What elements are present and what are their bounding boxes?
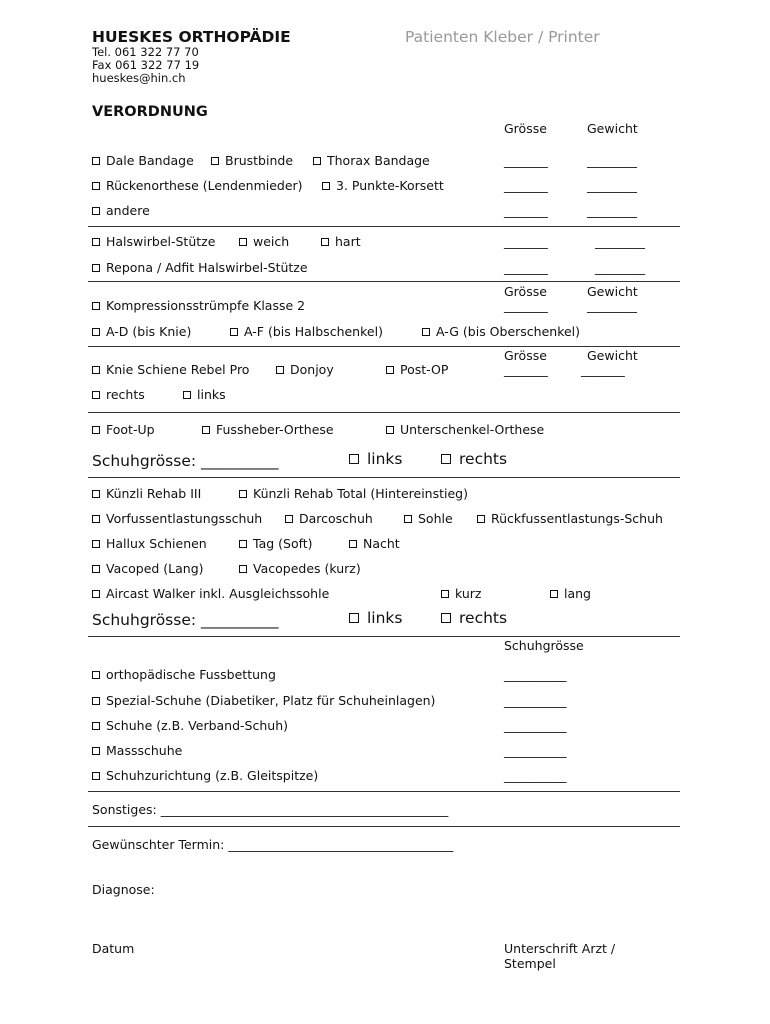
checkbox-icon[interactable] bbox=[92, 426, 100, 434]
checkbox-icon[interactable] bbox=[550, 590, 558, 598]
option-knie-schiene[interactable] bbox=[92, 363, 249, 377]
divider bbox=[88, 281, 680, 282]
field-groesse[interactable]: _______ bbox=[504, 203, 548, 218]
checkbox-icon[interactable] bbox=[92, 697, 100, 705]
patient-sticker-area: Patienten Kleber / Printer bbox=[405, 28, 600, 46]
option-label: links bbox=[197, 387, 226, 402]
checkbox-icon[interactable] bbox=[349, 613, 359, 623]
option-a-d[interactable] bbox=[92, 325, 191, 339]
option-rueckfussentlastungs-schuh[interactable] bbox=[477, 512, 663, 526]
col-header-gewicht: Gewicht bbox=[587, 121, 638, 136]
checkbox-icon[interactable] bbox=[230, 328, 238, 336]
option-label: Schuhzurichtung (z.B. Gleitspitze) bbox=[106, 768, 319, 783]
option-label: A-D (bis Knie) bbox=[106, 324, 192, 339]
field-gewicht[interactable]: ________ bbox=[587, 153, 637, 168]
option-orthopaedische-fussbettung[interactable] bbox=[92, 668, 276, 682]
option-label: rechts bbox=[459, 609, 508, 627]
option-rueckenorthese[interactable] bbox=[92, 179, 303, 193]
option-repona-adfit[interactable] bbox=[92, 261, 308, 275]
option-links[interactable] bbox=[349, 611, 403, 625]
option-label: Aircast Walker inkl. Ausgleichssohle bbox=[106, 586, 330, 601]
checkbox-icon[interactable] bbox=[321, 238, 329, 246]
checkbox-icon[interactable] bbox=[313, 157, 321, 165]
divider bbox=[88, 412, 680, 413]
checkbox-icon[interactable] bbox=[477, 515, 485, 523]
checkbox-icon[interactable] bbox=[349, 540, 357, 548]
checkbox-icon[interactable] bbox=[92, 671, 100, 679]
option-vorfussentlastungsschuh[interactable] bbox=[92, 512, 262, 526]
checkbox-icon[interactable] bbox=[92, 515, 100, 523]
checkbox-icon[interactable] bbox=[441, 590, 449, 598]
field-groesse[interactable]: _______ bbox=[504, 298, 548, 313]
checkbox-icon[interactable] bbox=[92, 391, 100, 399]
company-fax: Fax 061 322 77 19 bbox=[92, 58, 200, 72]
option-label: Massschuhe bbox=[106, 743, 183, 758]
option-label: Künzli Rehab III bbox=[106, 486, 202, 501]
checkbox-icon[interactable] bbox=[441, 454, 451, 464]
option-darcoschuh[interactable] bbox=[285, 512, 373, 526]
option-kuenzli-rehab-iii[interactable] bbox=[92, 487, 201, 501]
divider bbox=[88, 477, 680, 478]
option-halswirbel-stuetze[interactable] bbox=[92, 235, 215, 249]
checkbox-icon[interactable] bbox=[92, 207, 100, 215]
option-schuhe-verband[interactable] bbox=[92, 719, 288, 733]
checkbox-icon[interactable] bbox=[386, 366, 394, 374]
option-label: Tag (Soft) bbox=[253, 536, 313, 551]
checkbox-icon[interactable] bbox=[92, 540, 100, 548]
option-rechts[interactable] bbox=[92, 388, 145, 402]
shoe-size-field[interactable]: Schuhgrösse: __________ bbox=[92, 452, 279, 470]
option-label: rechts bbox=[106, 387, 145, 402]
option-hart[interactable] bbox=[321, 235, 361, 249]
option-label: Rückenorthese (Lendenmieder) bbox=[106, 178, 303, 193]
option-label: Darcoschuh bbox=[299, 511, 373, 526]
divider bbox=[88, 346, 680, 347]
option-label: Knie Schiene Rebel Pro bbox=[106, 362, 250, 377]
field-schuhgroesse[interactable]: __________ bbox=[504, 718, 567, 733]
option-links[interactable] bbox=[183, 388, 226, 402]
col-header-groesse: Grösse bbox=[504, 284, 547, 299]
field-groesse[interactable]: _______ bbox=[504, 260, 548, 275]
checkbox-icon[interactable] bbox=[183, 391, 191, 399]
checkbox-icon[interactable] bbox=[404, 515, 412, 523]
field-gewicht[interactable]: ________ bbox=[587, 298, 637, 313]
option-label: kurz bbox=[455, 586, 482, 601]
option-label: hart bbox=[335, 234, 361, 249]
checkbox-icon[interactable] bbox=[92, 366, 100, 374]
option-spezial-schuhe[interactable] bbox=[92, 694, 435, 708]
option-label: Rückfussentlastungs-Schuh bbox=[491, 511, 663, 526]
checkbox-icon[interactable] bbox=[92, 302, 100, 310]
option-massschuhe[interactable] bbox=[92, 744, 182, 758]
option-label: Nacht bbox=[363, 536, 400, 551]
option-label: weich bbox=[253, 234, 290, 249]
checkbox-icon[interactable] bbox=[386, 426, 394, 434]
checkbox-icon[interactable] bbox=[202, 426, 210, 434]
divider bbox=[88, 826, 680, 827]
option-label: Kompressionsstrümpfe Klasse 2 bbox=[106, 298, 306, 313]
col-header-gewicht: Gewicht bbox=[587, 284, 638, 299]
datum-label: Datum bbox=[92, 941, 135, 956]
checkbox-icon[interactable] bbox=[92, 590, 100, 598]
company-name: HUESKES ORTHOPÄDIE bbox=[92, 28, 291, 46]
field-groesse[interactable]: _______ bbox=[504, 362, 548, 377]
diagnose-label: Diagnose: bbox=[92, 882, 155, 897]
option-vacoped-lang[interactable] bbox=[92, 562, 204, 576]
checkbox-icon[interactable] bbox=[92, 722, 100, 730]
option-label: Brustbinde bbox=[225, 153, 294, 168]
option-kompressionsstruempfe[interactable] bbox=[92, 299, 305, 313]
option-thorax-bandage[interactable] bbox=[313, 154, 430, 168]
checkbox-icon[interactable] bbox=[239, 565, 247, 573]
field-gewicht[interactable]: _______ bbox=[581, 362, 625, 377]
option-label: orthopädische Fussbettung bbox=[106, 667, 276, 682]
checkbox-icon[interactable] bbox=[239, 490, 247, 498]
option-hallux-schienen[interactable] bbox=[92, 537, 207, 551]
checkbox-icon[interactable] bbox=[422, 328, 430, 336]
field-schuhgroesse[interactable]: __________ bbox=[504, 768, 567, 783]
option-label: Spezial-Schuhe (Diabetiker, Platz für Schuheinlagen) bbox=[106, 693, 436, 708]
checkbox-icon[interactable] bbox=[322, 182, 330, 190]
field-gewicht[interactable]: ________ bbox=[595, 260, 645, 275]
option-aircast-walker[interactable] bbox=[92, 587, 329, 601]
checkbox-icon[interactable] bbox=[239, 238, 247, 246]
field-schuhgroesse[interactable]: __________ bbox=[504, 693, 567, 708]
option-label: Schuhe (z.B. Verband-Schuh) bbox=[106, 718, 288, 733]
checkbox-icon[interactable] bbox=[276, 366, 284, 374]
option-label: Post-OP bbox=[400, 362, 449, 377]
option-vacopedes-kurz[interactable] bbox=[239, 562, 361, 576]
option-fussheber-orthese[interactable] bbox=[202, 423, 334, 437]
col-header-gewicht: Gewicht bbox=[587, 348, 638, 363]
checkbox-icon[interactable] bbox=[239, 540, 247, 548]
option-kuenzli-rehab-total[interactable] bbox=[239, 487, 468, 501]
option-label: Foot-Up bbox=[106, 422, 155, 437]
checkbox-icon[interactable] bbox=[92, 182, 100, 190]
option-label: Fussheber-Orthese bbox=[216, 422, 334, 437]
field-gewicht[interactable]: ________ bbox=[587, 203, 637, 218]
company-tel: Tel. 061 322 77 70 bbox=[92, 45, 199, 59]
option-nacht[interactable] bbox=[349, 537, 400, 551]
checkbox-icon[interactable] bbox=[92, 238, 100, 246]
checkbox-icon[interactable] bbox=[92, 772, 100, 780]
option-tag-soft[interactable] bbox=[239, 537, 313, 551]
option-donjoy[interactable] bbox=[276, 363, 334, 377]
sonstiges-field[interactable]: Sonstiges: ______________________________________________ bbox=[92, 802, 449, 817]
checkbox-icon[interactable] bbox=[92, 328, 100, 336]
option-label: Vacoped (Lang) bbox=[106, 561, 204, 576]
page-title: VERORDNUNG bbox=[92, 104, 208, 120]
shoe-size-field[interactable]: Schuhgrösse: __________ bbox=[92, 611, 279, 629]
option-label: Donjoy bbox=[290, 362, 334, 377]
option-sohle[interactable] bbox=[404, 512, 453, 526]
checkbox-icon[interactable] bbox=[92, 490, 100, 498]
option-label: A-G (bis Oberschenkel) bbox=[436, 324, 581, 339]
option-schuhzurichtung[interactable] bbox=[92, 769, 318, 783]
option-brustbinde[interactable] bbox=[211, 154, 293, 168]
option-rechts[interactable] bbox=[441, 611, 507, 625]
col-header-schuhgroesse: Schuhgrösse bbox=[504, 638, 584, 653]
option-links[interactable] bbox=[349, 452, 403, 466]
option-label: lang bbox=[564, 586, 591, 601]
option-post-op[interactable] bbox=[386, 363, 448, 377]
option-label: Vacopedes (kurz) bbox=[253, 561, 361, 576]
option-label: Unterschenkel-Orthese bbox=[400, 422, 545, 437]
checkbox-icon[interactable] bbox=[211, 157, 219, 165]
checkbox-icon[interactable] bbox=[285, 515, 293, 523]
field-gewicht[interactable]: ________ bbox=[587, 178, 637, 193]
option-label: Vorfussentlastungsschuh bbox=[106, 511, 263, 526]
option-label: A-F (bis Halbschenkel) bbox=[244, 324, 383, 339]
checkbox-icon[interactable] bbox=[92, 747, 100, 755]
option-label: rechts bbox=[459, 450, 508, 468]
option-label: Sohle bbox=[418, 511, 453, 526]
option-a-g[interactable] bbox=[422, 325, 580, 339]
col-header-groesse: Grösse bbox=[504, 348, 547, 363]
col-header-groesse: Grösse bbox=[504, 121, 547, 136]
option-a-f[interactable] bbox=[230, 325, 383, 339]
option-lang[interactable] bbox=[550, 587, 591, 601]
divider bbox=[88, 636, 680, 637]
field-groesse[interactable]: _______ bbox=[504, 178, 548, 193]
field-groesse[interactable]: _______ bbox=[504, 234, 548, 249]
option-weich[interactable] bbox=[239, 235, 289, 249]
field-schuhgroesse[interactable]: __________ bbox=[504, 667, 567, 682]
option-rechts[interactable] bbox=[441, 452, 507, 466]
option-label: Repona / Adfit Halswirbel-Stütze bbox=[106, 260, 308, 275]
option-unterschenkel-orthese[interactable] bbox=[386, 423, 544, 437]
option-label: 3. Punkte-Korsett bbox=[336, 178, 444, 193]
option-foot-up[interactable] bbox=[92, 423, 155, 437]
option-label: Hallux Schienen bbox=[106, 536, 207, 551]
termin-field[interactable]: Gewünschter Termin: ____________________________________ bbox=[92, 837, 454, 852]
option-label: Dale Bandage bbox=[106, 153, 194, 168]
option-label: andere bbox=[106, 203, 150, 218]
checkbox-icon[interactable] bbox=[349, 454, 359, 464]
option-kurz[interactable] bbox=[441, 587, 481, 601]
field-groesse[interactable]: _______ bbox=[504, 153, 548, 168]
company-email: hueskes@hin.ch bbox=[92, 71, 186, 85]
checkbox-icon[interactable] bbox=[92, 264, 100, 272]
option-label: Künzli Rehab Total (Hintereinstieg) bbox=[253, 486, 468, 501]
option-label: links bbox=[367, 450, 403, 468]
checkbox-icon[interactable] bbox=[441, 613, 451, 623]
divider bbox=[88, 791, 680, 792]
field-gewicht[interactable]: ________ bbox=[595, 234, 645, 249]
option-andere[interactable] bbox=[92, 204, 150, 218]
option-label: Thorax Bandage bbox=[327, 153, 430, 168]
field-schuhgroesse[interactable]: __________ bbox=[504, 743, 567, 758]
signature-label: Unterschrift Arzt / bbox=[504, 941, 616, 956]
stamp-label: Stempel bbox=[504, 956, 556, 971]
option-3-punkte-korsett[interactable] bbox=[322, 179, 444, 193]
option-dale-bandage[interactable] bbox=[92, 154, 194, 168]
option-label: Halswirbel-Stütze bbox=[106, 234, 216, 249]
divider bbox=[88, 226, 680, 227]
checkbox-icon[interactable] bbox=[92, 565, 100, 573]
option-label: links bbox=[367, 609, 403, 627]
checkbox-icon[interactable] bbox=[92, 157, 100, 165]
